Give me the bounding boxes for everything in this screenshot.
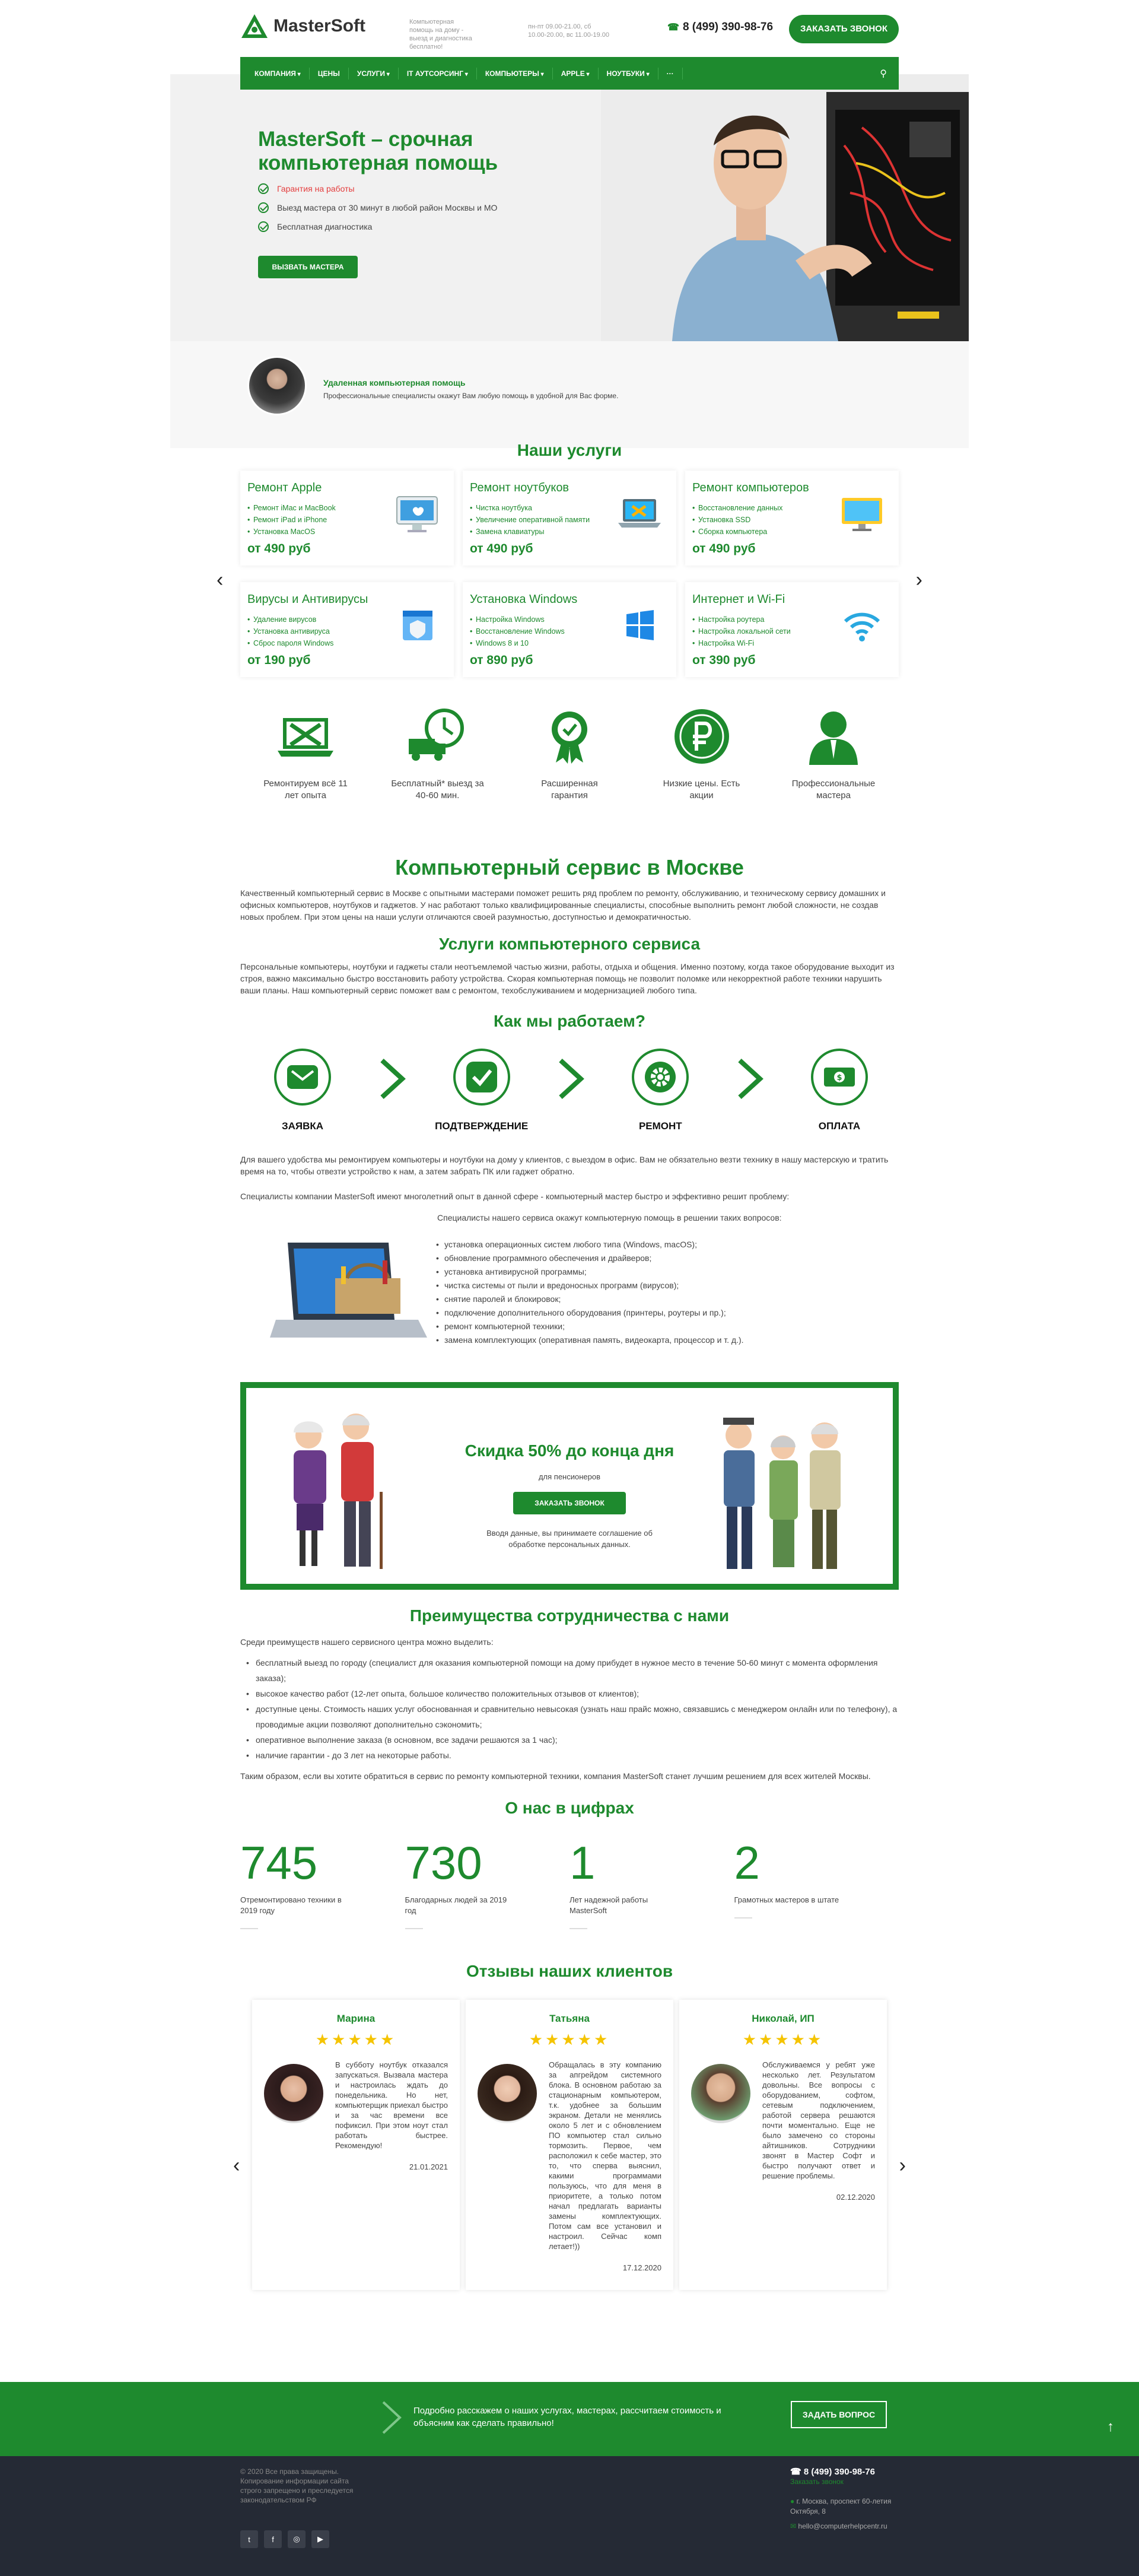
review-text: Обслуживаемся у ребят уже несколько лет. Результатом довольны. Все вопросы с оборудованием, софтом, сетевым подключением, работой сервера решаются почти моментально. Еще не было замечено со стороны айтишников. Сотрудники звонят в Мастер Софт и быстро получают ответ и решение проблемы. [762, 2060, 875, 2180]
service-card-computers[interactable] [685, 471, 899, 566]
stat-label: Отремонтировано техники в 2019 году [240, 1895, 342, 1915]
service-item[interactable]: • Установка антивируса [247, 625, 447, 637]
service-item[interactable]: • Настройка роутера [692, 614, 892, 625]
promo-call-button[interactable]: ЗАКАЗАТЬ ЗВОНОК [513, 1492, 626, 1514]
service-card-antivirus[interactable] [240, 582, 454, 677]
cta-banner [0, 2382, 1139, 2456]
review-card [466, 2000, 673, 2290]
service-item[interactable]: • Настройка Windows [470, 614, 669, 625]
nav-item-company[interactable]: КОМПАНИЯ ▾ [246, 69, 309, 78]
services-title: Наши услуги [517, 441, 622, 459]
service-card-wifi[interactable] [685, 582, 899, 677]
header-phone[interactable]: ☎ 8 (499) 390-98-76 [667, 21, 773, 34]
service-title: Ремонт ноутбуков [470, 481, 570, 494]
review-author: Татьяна [549, 2013, 590, 2024]
review-card [252, 2000, 460, 2290]
logo-text: MasterSoft [273, 16, 366, 36]
chevron-right-icon [380, 2400, 403, 2435]
service-title: Вирусы и Антивирусы [247, 593, 368, 606]
avatar [478, 2064, 537, 2123]
service-title: Установка Windows [470, 593, 578, 606]
laptop-toolbox-image [270, 1237, 430, 1349]
service-item[interactable]: • Windows 8 и 10 [470, 637, 669, 649]
call-master-button[interactable]: ВЫЗВАТЬ МАСТЕРА [258, 256, 358, 278]
service-card-laptops[interactable] [463, 471, 676, 566]
hero-technician-image [601, 74, 969, 341]
how-title: Как мы работаем? [494, 1012, 645, 1030]
stat-value: 1 [570, 1837, 596, 1889]
advantage-item: • высокое качество работ (12-лет опыта, большое количество положительных отзывов от клиентов); [240, 1686, 899, 1701]
hero-bullet: Бесплатная диагностика [258, 221, 590, 232]
review-date: 21.01.2021 [409, 2162, 448, 2171]
svg-text:$: $ [836, 1073, 842, 1082]
task-item: • снятие паролей и блокировок; [436, 1292, 744, 1306]
gear-icon [644, 1060, 677, 1094]
hero-bullet: Гарантия на работы [258, 183, 590, 194]
review-card [679, 2000, 887, 2290]
logo-icon [240, 13, 269, 39]
features-row [240, 677, 899, 802]
feature-label: Расширенная гарантия [541, 779, 598, 801]
instagram-icon[interactable]: ◎ [288, 2530, 306, 2548]
header-hours: пн-пт 09.00-21.00, сб 10.00-20.00, вс 11.00-19.00 [528, 23, 610, 39]
service-price: от 890 руб [470, 653, 533, 667]
nav-item-it-outsourcing[interactable]: IT АУТСОРСИНГ ▾ [399, 69, 476, 78]
review-date: 17.12.2020 [622, 2263, 661, 2272]
imac-icon [393, 494, 441, 533]
task-item: • установка операционных систем любого типа (Windows, macOS); [436, 1238, 744, 1252]
stat-item [734, 1839, 899, 1929]
service-title: Ремонт Apple [247, 481, 322, 494]
service-item[interactable]: • Ремонт iMac и MacBook [247, 502, 447, 514]
monitor-icon [838, 494, 886, 533]
service-item[interactable]: • Удаление вирусов [247, 614, 447, 625]
reviews-carousel [233, 2000, 906, 2290]
task-item: • установка антивирусной программы; [436, 1265, 744, 1279]
feature-label: Профессиональные мастера [791, 779, 876, 801]
hero-title: MasterSoft – срочная компьютерная помощь [258, 128, 498, 174]
promo-title: Скидка 50% до конца дня [464, 1441, 675, 1460]
header-description: Компьютерная помощь на дому - выезд и диагностика бесплатно! [409, 18, 472, 50]
hero-banner [170, 74, 969, 341]
feature-label: Ремонтируем всё 11 лет опыта [263, 779, 348, 801]
review-date: 02.12.2020 [836, 2193, 875, 2202]
advantage-item: • доступные цены. Стоимость наших услуг обоснованная и сравнительно невысокая (узнать наш прайс можно, связавшись с менеджером онлайн или по телефону), а проводимые акции позволяют дополнительно сэкономить; [240, 1701, 899, 1732]
cta-text: Подробно расскажем о наших услугах, мастерах, рассчитаем стоимость и объясним как сделать правильно! [413, 2406, 721, 2428]
stat-value: 730 [405, 1837, 482, 1889]
next-arrow-icon[interactable]: › [915, 568, 922, 591]
service-card-apple[interactable] [240, 471, 454, 566]
nav-item-prices[interactable]: ЦЕНЫ [317, 69, 340, 78]
nav-item-more[interactable]: ··· [666, 69, 674, 78]
check-icon [258, 221, 269, 232]
about-paragraph: Персональные компьютеры, ноутбуки и гаджеты стали неотъемлемой частью жизни, работы, отдыха и общения. Именно поэтому, когда такое оборудование выходит из строя, важно максимально быстро восстановить работу устройства. Скорая компьютерная помощь не позволит поломке или некорректной работе техники нарушить ваши планы. Наш компьютерный сервис поможет вам с ремонтом, техобслуживанием и модернизацией любого типа. [240, 962, 895, 995]
windows-logo-icon [616, 606, 663, 644]
service-item[interactable]: • Установка MacOS [247, 526, 447, 538]
nav-item-computers[interactable]: КОМПЬЮТЕРЫ ▾ [477, 69, 552, 78]
service-item[interactable]: • Настройка Wi-Fi [692, 637, 892, 649]
youtube-icon[interactable]: ▶ [311, 2530, 329, 2548]
facebook-icon[interactable]: f [264, 2530, 282, 2548]
feature-item [258, 707, 353, 802]
advantages-lead: Среди преимуществ нашего сервисного центра можно выделить: [240, 1637, 494, 1647]
chevron-right-icon [377, 1058, 407, 1100]
services-section [217, 441, 922, 677]
wifi-icon [838, 606, 886, 644]
service-item[interactable]: • Настройка локальной сети [692, 625, 892, 637]
copyright: © 2020 Все права защищены. Копирование информации сайта строго запрещено и преследуется законодательством РФ [240, 2467, 354, 2504]
advantage-item: • оперативное выполнение заказа (в основном, все задачи решаются за 1 час); [240, 1732, 899, 1748]
hero-bullet: Выезд мастера от 30 минут в любой район Москвы и МО [258, 202, 590, 213]
delivery-clock-icon [405, 707, 470, 766]
advantage-item: • бесплатный выезд по городу (специалист для оказания компьютерной помощи на дому прибудет в нужное место в течение 50-60 минут с момента оформления заказа); [240, 1655, 899, 1686]
review-author: Николай, ИП [752, 2013, 815, 2024]
logo[interactable] [240, 13, 365, 39]
award-badge-icon [537, 707, 602, 766]
stat-item [240, 1839, 405, 1929]
rating-stars: ★★★★★ [315, 2031, 397, 2048]
about-paragraph: Качественный компьютерный сервис в Москве с опытными мастерами поможет решить ряд проблем по ремонту, обслуживанию, и техническому сервису домашних и офисных компьютеров, ноутбуков и гаджетов. У нас работают только квалифицированные специалисты, способные выполнить ремонт любой сложности, не создав новых проблем. При этом цены на наши услуги отличаются своей разумностью, доступностью и демократичностью. [240, 888, 886, 922]
task-item: • обновление программного обеспечения и драйверов; [436, 1252, 744, 1265]
service-title: Ремонт компьютеров [692, 481, 809, 494]
step-item [780, 1049, 899, 1132]
call-button[interactable]: ЗАКАЗАТЬ ЗВОНОК [789, 15, 899, 43]
remote-help-banner[interactable] [170, 341, 969, 448]
social-links [240, 2530, 329, 2548]
footer-address: ● г. Москва, проспект 60-летия Октября, 8 [790, 2497, 892, 2515]
footer-call-link[interactable]: Заказать звонок [790, 2477, 844, 2486]
main-nav [240, 57, 899, 90]
service-item[interactable]: • Увеличение оперативной памяти [470, 514, 669, 526]
feature-item [786, 707, 881, 802]
step-label: ЗАЯВКА [281, 1120, 324, 1132]
service-card-windows[interactable] [463, 582, 676, 677]
chevron-right-icon [735, 1058, 765, 1100]
remote-help-title: Удаленная компьютерная помощь [323, 378, 466, 387]
service-item[interactable]: • Ремонт iPad и iPhone [247, 514, 447, 526]
footer-phone[interactable]: ☎ 8 (499) 390-98-76 [790, 2467, 875, 2477]
step-label: ОПЛАТА [818, 1120, 861, 1132]
advantages-outro: Таким образом, если вы хотите обратиться в сервис по ремонту компьютерной техники, компания MasterSoft станет лучшим решением для всех жителей Москвы. [240, 1771, 871, 1781]
nav-item-apple[interactable]: APPLE ▾ [553, 69, 598, 78]
service-item[interactable]: • Восстановление данных [692, 502, 892, 514]
feature-item [390, 707, 485, 802]
step-item [422, 1049, 541, 1132]
site-footer [0, 2456, 1139, 2576]
about-title: Компьютерный сервис в Москве [395, 855, 744, 879]
stat-label: Лет надежной работы MasterSoft [570, 1895, 648, 1915]
task-item: • подключение дополнительного оборудования (принтеры, роутеры и пр.); [436, 1306, 744, 1320]
service-price: от 390 руб [692, 653, 756, 667]
promo-subtitle: для пенсионеров [538, 1472, 601, 1481]
task-item: • замена комплектующих (оперативная память, видеокарта, процессор и т. д.). [436, 1333, 744, 1347]
task-item: • чистка системы от пыли и вредоносных программ (вирусов); [436, 1279, 744, 1292]
feature-label: Бесплатный* выезд за 40-60 мин. [391, 779, 484, 801]
service-item[interactable]: • Замена клавиатуры [470, 526, 669, 538]
how-paragraph: Для вашего удобства мы ремонтируем компьютеры и ноутбуки на дому у клиентов, с выездом в офис. Вам не обязательно везти технику в нашу мастерскую и тратить время на то, чтобы отвезти устройство к нам, а затем забрать ПК или гаджет обратно. [240, 1155, 889, 1176]
services-subtitle: Услуги компьютерного сервиса [438, 935, 701, 953]
location-icon: ● [790, 2497, 795, 2505]
steps-row [240, 1049, 899, 1132]
stat-label: Грамотных мастеров в штате [734, 1895, 839, 1904]
review-author: Марина [336, 2013, 376, 2024]
laptop-tools-icon [273, 707, 338, 766]
service-item[interactable]: • Восстановление Windows [470, 625, 669, 637]
service-item[interactable]: • Сброс пароля Windows [247, 637, 447, 649]
service-price: от 190 руб [247, 653, 311, 667]
service-item[interactable]: • Установка SSD [692, 514, 892, 526]
footer-email[interactable]: ✉ hello@computerhelpcentr.ru [790, 2522, 887, 2530]
service-title: Интернет и Wi-Fi [692, 593, 785, 606]
review-text: В субботу ноутбук отказался запускаться. Вызвала мастера и настроилась ждать до понедельника. Но нет, компьютерщик приехал быстро и за час времени все пофиксил. При этом ноут стал работать быстрее. Рекомендую! [335, 2060, 448, 2150]
professional-master-icon [801, 707, 866, 766]
task-item: • ремонт компьютерной техники; [436, 1320, 744, 1333]
advantages-section [240, 1606, 899, 1782]
twitter-icon[interactable]: t [240, 2530, 258, 2548]
nav-item-laptops[interactable]: НОУТБУКИ ▾ [599, 69, 658, 78]
ask-question-button[interactable]: ЗАДАТЬ ВОПРОС [791, 2401, 887, 2428]
envelope-icon [286, 1060, 319, 1094]
service-price: от 490 руб [247, 542, 311, 555]
privacy-note: Вводя данные, вы принимаете соглашение об обработке персональных данных. [486, 1529, 653, 1549]
pensioner-promo-banner [240, 1382, 899, 1590]
check-icon [258, 202, 269, 213]
feature-item [654, 707, 749, 802]
step-label: РЕМОНТ [638, 1120, 682, 1132]
stat-value: 2 [734, 1837, 760, 1889]
prev-arrow-icon[interactable]: ‹ [233, 2154, 240, 2177]
tasks-lead: Специалисты нашего сервиса окажут компьютерную помощь в решении таких вопросов: [437, 1213, 782, 1222]
scroll-up-icon[interactable]: ↑ [1107, 2419, 1114, 2435]
stat-label: Благодарных людей за 2019 год [405, 1895, 507, 1915]
service-price: от 490 руб [470, 542, 533, 555]
stat-item [570, 1839, 734, 1929]
feature-item [522, 707, 617, 802]
service-item[interactable]: • Сборка компьютера [692, 526, 892, 538]
numbers-title: О нас в цифрах [505, 1799, 634, 1817]
nav-item-services[interactable]: УСЛУГИ ▾ [349, 69, 398, 78]
feature-label: Низкие цены. Есть акции [663, 779, 740, 801]
banknote-icon [823, 1060, 856, 1094]
service-price: от 490 руб [692, 542, 756, 555]
antivirus-icon [393, 606, 441, 644]
avatar [264, 2064, 323, 2123]
step-label: ПОДТВЕРЖДЕНИЕ [435, 1120, 529, 1132]
remote-help-text: Профессиональные специалисты окажут Вам любую помощь в удобной для Вас форме. [323, 392, 619, 400]
prev-arrow-icon[interactable]: ‹ [217, 568, 224, 591]
stat-item [405, 1839, 570, 1929]
tasks-block [240, 1213, 899, 1349]
elderly-people-image [709, 1400, 857, 1578]
elderly-couple-image [276, 1403, 394, 1575]
chevron-right-icon [556, 1058, 586, 1100]
check-icon [258, 183, 269, 194]
advantages-title: Преимущества сотрудничества с нами [409, 1606, 730, 1625]
rating-stars: ★★★★★ [742, 2031, 824, 2048]
service-item[interactable]: • Чистка ноутбука [470, 502, 669, 514]
reviews-title: Отзывы наших клиентов [466, 1962, 673, 1980]
step-item [601, 1049, 720, 1132]
advantage-item: • наличие гарантии - до 3 лет на некоторые работы. [240, 1748, 899, 1763]
search-icon[interactable]: ⚲ [880, 68, 887, 79]
how-paragraph: Специалисты компании MasterSoft имеют многолетний опыт в данной сфере - компьютерный мастер быстро и эффективно решит проблему: [240, 1192, 790, 1201]
step-item [243, 1049, 362, 1132]
avatar [691, 2064, 750, 2123]
laptop-repair-icon [616, 494, 663, 533]
next-arrow-icon[interactable]: › [899, 2154, 906, 2177]
review-text: Обращалась в эту компанию за апгрейдом системного блока. В основном работаю за стационарным компьютером, т.к. удобнее за большим экраном. Детали не менялись около 5 лет и с обновлением ПО компьютер стал сильно тормозить. Первое, чем расположил к себе мастер, это то, что сперва выяснил, какими программами пользуюсь, что для меня в приоритете, а только потом начал предлагать варианты замены комплектующих. Потом сам все установил и настроил. Сейчас комп летает!)) [549, 2060, 661, 2251]
numbers-row [240, 1839, 899, 1929]
footer-contacts [790, 2467, 897, 2531]
ruble-coin-icon [669, 707, 734, 766]
rating-stars: ★★★★★ [529, 2031, 610, 2048]
checkbox-icon [465, 1060, 498, 1094]
mail-icon: ✉ [790, 2522, 797, 2530]
site-header [240, 0, 899, 79]
support-agent-avatar [247, 356, 307, 415]
stat-value: 745 [240, 1837, 318, 1889]
